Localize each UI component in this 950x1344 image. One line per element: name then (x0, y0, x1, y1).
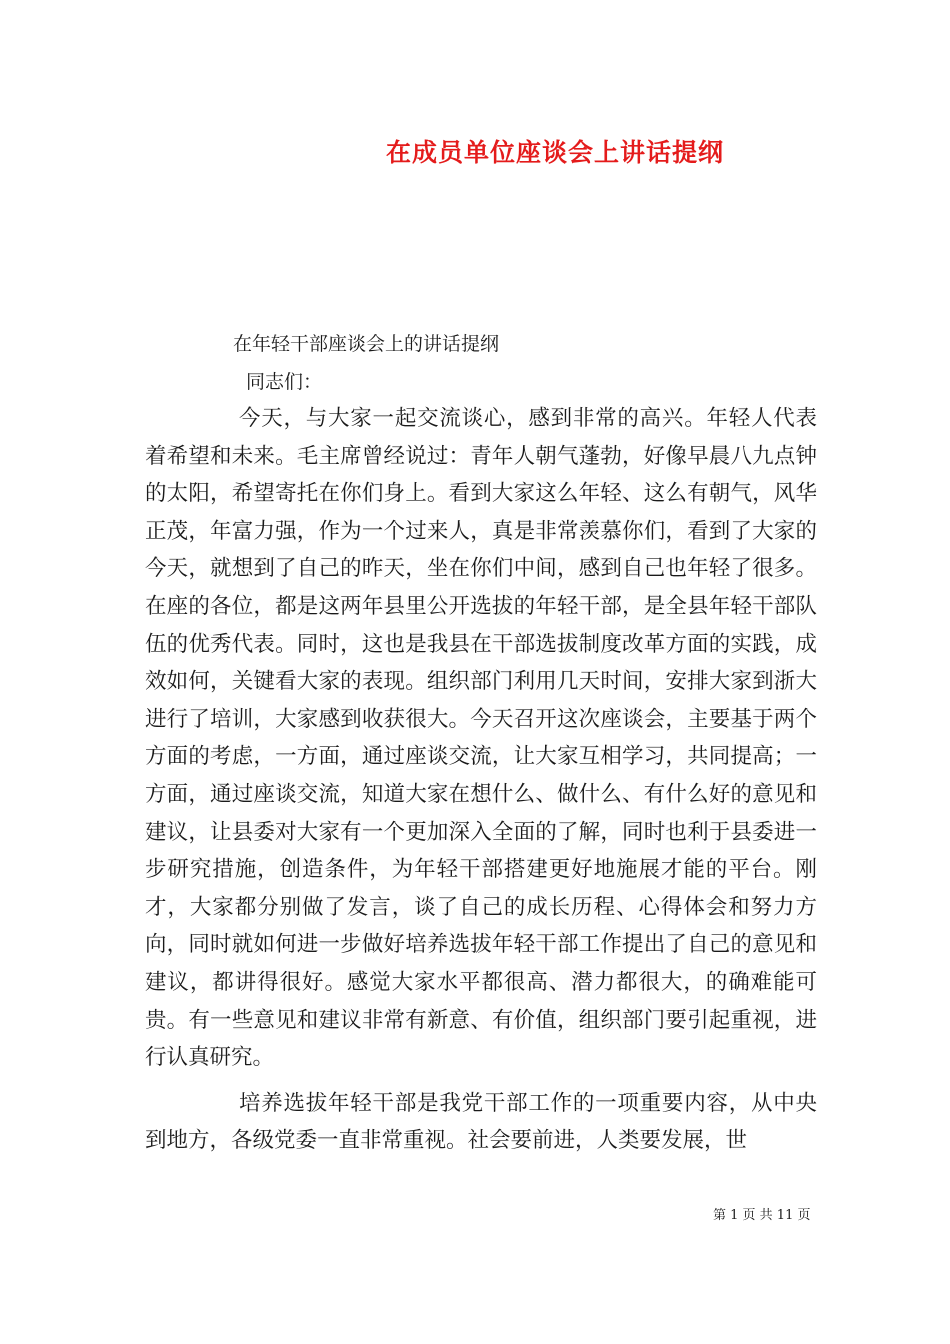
paragraph-2: 培养选拔年轻干部是我党干部工作的一项重要内容，从中央到地方，各级党委一直非常重视。社会要前进，人类要发展，世 (145, 1090, 817, 1154)
document-body (145, 400, 817, 1160)
paragraph-1: 今天，与大家一起交流谈心，感到非常的高兴。年轻人代表着希望和未来。毛主席曾经说过：青年人朝气蓬勃，好像早晨八九点钟的太阳，希望寄托在你们身上。看到大家这么年轻、这么有朝气，风华正茂，年富力强，作为一个过来人，真是非常羡慕你们，看到了大家的今天，就想到了自己的昨天，坐在你们中间，感到自己也年轻了很多。在座的各位，都是这两年县里公开选拔的年轻干部，是全县年轻干部队伍的优秀代表。同时，这也是我县在干部选拔制度改革方面的实践，成效如何，关键看大家的表现。组织部门利用几天时间，安排大家到浙大进行了培训，大家感到收获很大。今天召开这次座谈会，主要基于两个方面的考虑，一方面，通过座谈交流，让大家互相学习，共同提高；一方面，通过座谈交流，知道大家在想什么、做什么、有什么好的意见和建议，让县委对大家有一个更加深入全面的了解，同时也利于县委进一步研究措施，创造条件，为年轻干部搭建更好地施展才能的平台。刚才，大家都分别做了发言，谈了自己的成长历程、心得体会和努力方向，同时就如何进一步做好培养选拔年轻干部工作提出了自己的意见和建议，都讲得很好。感觉大家水平都很高、潜力都很大，的确难能可贵。有一些意见和建议非常有新意、有价值，组织部门要引起重视，进行认真研究。 (145, 406, 817, 1071)
document-title: 在成员单位座谈会上讲话提纲 (385, 138, 724, 167)
greeting: 同志们： (246, 371, 323, 393)
speech-subtitle: 在年轻干部座谈会上的讲话提纲 (233, 333, 500, 355)
page-number-footer: 第 1 页 共 11 页 (713, 1208, 811, 1223)
